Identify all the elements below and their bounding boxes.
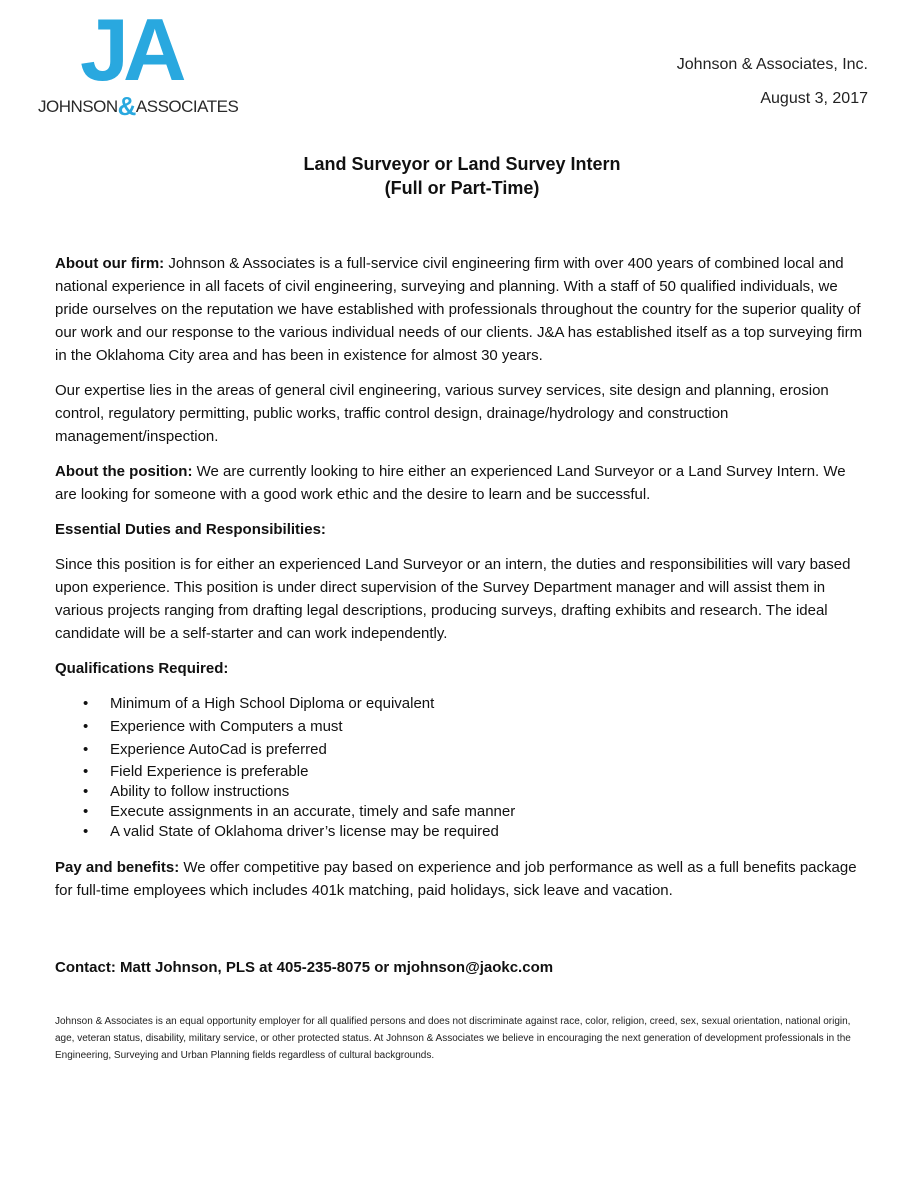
list-item-text: Ability to follow instructions <box>110 783 290 800</box>
list-item <box>55 802 867 822</box>
list-item <box>55 715 867 738</box>
document-body <box>55 252 867 1076</box>
pay-benefits-label: Pay and benefits: <box>55 859 180 876</box>
list-item <box>55 761 867 782</box>
duties-paragraph: Since this position is for either an experienced Land Surveyor or an intern, the duties and responsibilities will vary based upon experience. This position is under direct supervision of the Survey Department manager and will assist them in various projects ranging from drafting legal descriptions, producing surveys, drafting exhibits and research. The ideal candidate will be a self-starter and can work independently. <box>55 556 851 642</box>
expertise-paragraph: Our expertise lies in the areas of general civil engineering, various survey services, site design and planning, erosion control, regulatory permitting, public works, traffic control design, drainage/hydrology and construction management/inspection. <box>55 382 829 445</box>
bullet-icon: • <box>83 763 89 780</box>
company-name: Johnson & Associates, Inc. <box>676 56 868 73</box>
logo-ampersand: & <box>117 91 136 121</box>
bullet-icon: • <box>83 823 89 840</box>
list-item-text: Field Experience is preferable <box>110 763 309 780</box>
list-item <box>55 738 867 761</box>
pay-benefits-text: We offer competitive pay based on experience and job performance as well as a full benefits package for full-time employees which includes 401k matching, paid holidays, sick leave and vacation. <box>55 859 857 899</box>
duties-heading: Essential Duties and Responsibilities: <box>55 521 326 538</box>
bullet-icon: • <box>83 803 89 820</box>
bullet-icon: • <box>83 741 89 758</box>
list-item <box>55 782 867 802</box>
logo-name-left: JOHNSON <box>38 97 118 116</box>
bullet-icon: • <box>83 695 89 712</box>
bullet-icon: • <box>83 783 89 800</box>
job-title-line-2: (Full or Part-Time) <box>384 178 540 198</box>
logo-wordmark <box>38 88 238 119</box>
qualifications-list <box>55 692 867 842</box>
logo-monogram: JA <box>80 0 181 99</box>
job-title-line-1: Land Surveyor or Land Survey Intern <box>303 154 621 174</box>
about-firm-text: Johnson & Associates is a full-service civil engineering firm with over 400 years of combined local and national experience in all facets of civil engineering, surveying and planning. With a staff of 50 qualified individuals, we pride ourselves on the reputation we have established with professionals throughout the country for the superior quality of our work and our response to the various individual needs of our clients. J&A has established itself as a top surveying firm in the Oklahoma City area and has been in existence for almost 30 years. <box>55 255 863 364</box>
list-item <box>55 822 867 842</box>
list-item <box>55 692 867 715</box>
logo-name-right: ASSOCIATES <box>135 97 239 116</box>
list-item-text: Experience AutoCad is preferred <box>110 741 327 758</box>
qualifications-heading: Qualifications Required: <box>55 660 229 677</box>
contact-line: Contact: Matt Johnson, PLS at 405-235-8075 or mjohnson@jaokc.com <box>55 959 554 976</box>
list-item-text: Execute assignments in an accurate, timely and safe manner <box>110 803 516 820</box>
eeo-footer: Johnson & Associates is an equal opportunity employer for all qualified persons and does not discriminate against race, color, religion, creed, sex, sexual orientation, national origin, age, veteran status, disability, military service, or other protected status. At Johnson & Associates we believe in encouraging the next generation of development professionals in the Engineering, Surveying and Urban Planning fields regardless of cultural backgrounds. <box>55 1016 851 1061</box>
bullet-icon: • <box>83 718 89 735</box>
about-position-text: We are currently looking to hire either an experienced Land Surveyor or a Land Survey Intern. We are looking for someone with a good work ethic and the desire to learn and be successful. <box>55 463 846 503</box>
document-date: August 3, 2017 <box>760 90 868 107</box>
about-firm-paragraph <box>55 252 867 367</box>
pay-benefits-paragraph <box>55 856 867 902</box>
list-item-text: Minimum of a High School Diploma or equivalent <box>110 695 435 712</box>
job-title <box>0 152 924 200</box>
list-item-text: A valid State of Oklahoma driver’s license may be required <box>110 823 499 840</box>
about-position-label: About the position: <box>55 463 193 480</box>
company-logo <box>38 0 248 121</box>
about-firm-label: About our firm: <box>55 255 165 272</box>
about-position-paragraph <box>55 460 867 506</box>
list-item-text: Experience with Computers a must <box>110 718 343 735</box>
